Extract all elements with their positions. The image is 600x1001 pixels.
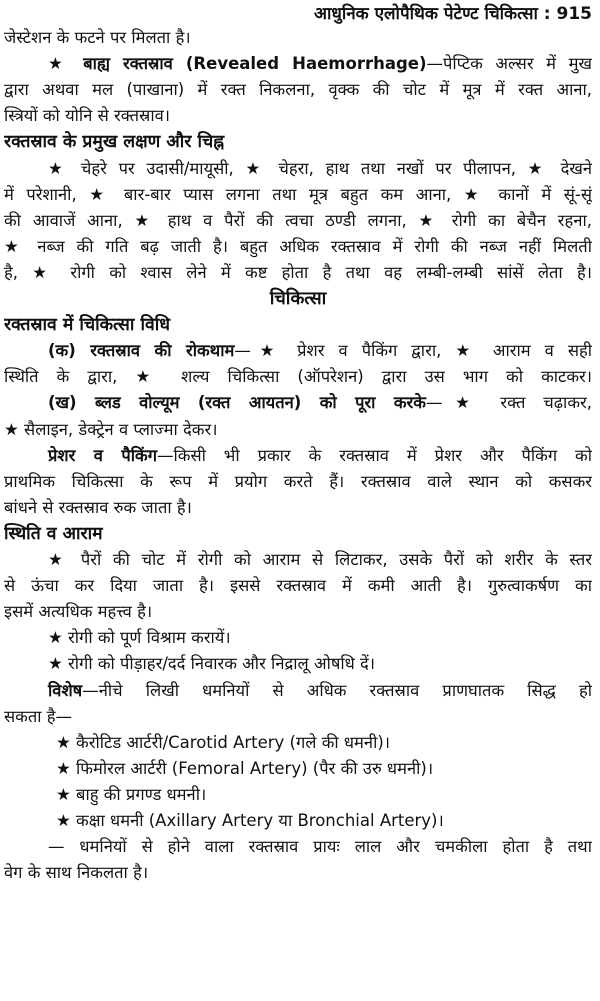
text-line	[4, 757, 592, 781]
line-text: है, ★ रोगी को श्वास लेने में कष्ट होता है तथा वह लम्बी-लम्बी सांसें लेता है।	[4, 262, 592, 282]
line-text: द्वारा अथवा मल (पाखाना) में रक्त निकलना, वृक्क की चोट में मूत्र में रक्त आना,	[4, 80, 592, 100]
text-line	[4, 574, 592, 598]
text-line	[4, 104, 592, 128]
bold-term: (क) रक्तस्राव की रोकथाम	[48, 341, 235, 361]
line-text: की आवाजें आना, ★ हाथ व पैरों की त्वचा ठण्डी लगना, ★ रोगी का बेचैन रहना,	[4, 210, 592, 230]
line-text: से ऊंचा कर दिया जाता है। इससे रक्तस्राव में कमी आती है। गुरुत्वाकर्षण का	[4, 576, 592, 596]
text-line	[4, 261, 592, 285]
line-text: सकता है—	[4, 706, 73, 726]
line-text: —नीचे लिखी धमनियों से अधिक रक्तस्राव प्राणघातक सिद्ध हो	[82, 680, 592, 700]
section-heading	[4, 522, 592, 546]
text-line	[4, 861, 592, 885]
text-line	[4, 209, 592, 233]
text-line	[4, 705, 592, 729]
line-text: जेस्टेशन के फटने पर मिलता है।	[4, 28, 191, 47]
line-text: ★ चेहरे पर उदासी/मायूसी, ★ चेहरा, हाथ तथा नखों पर पीलापन, ★ देखने	[48, 158, 592, 178]
line-text: — धमनियों से होने वाला रक्तस्राव प्रायः लाल और चमकीला होता है तथा	[48, 837, 592, 857]
line-text: बांधने से रक्तस्राव रुक जाता है।	[4, 497, 192, 517]
section-heading	[4, 313, 592, 337]
bold-term: प्रेशर व पैकिंग	[48, 445, 157, 465]
chapter-heading	[4, 287, 592, 311]
line-text: ★ सैलाइन, डेक्ट्रेन व प्लाज्मा देकर।	[4, 419, 218, 439]
text-line	[4, 183, 592, 207]
text-line	[4, 835, 592, 859]
text-line	[4, 809, 592, 833]
line-text: स्त्रियों को योनि से रक्तस्राव।	[4, 106, 171, 126]
line-text: प्राथमिक चिकित्सा के रूप में प्रयोग करते हैं। रक्तस्राव वाले स्थान को कसकर	[4, 471, 592, 491]
text-line	[4, 783, 592, 807]
text-line	[4, 496, 592, 520]
text-line	[4, 52, 592, 76]
text-line	[4, 626, 592, 650]
text-line	[4, 679, 592, 703]
line-text: ★ कक्षा धमनी (Axillary Artery या Bronchial Artery)।	[56, 811, 444, 830]
line-text: ★ रोगी को पीड़ाहर/दर्द निवारक और निद्रालू ओषधि दें।	[48, 654, 376, 674]
bold-term: ★ बाह्य रक्तस्राव (Revealed Haemorrhage)	[48, 54, 427, 74]
line-text: में परेशानी, ★ बार-बार प्यास लगना तथा मूत्र बहुत कम आना, ★ कानों में सूं-सूं	[4, 184, 592, 204]
text-line	[4, 78, 592, 102]
bold-term: (ख) ब्लड वोल्यूम (रक्त आयतन) को पूरा करके	[48, 393, 426, 413]
text-line	[4, 470, 592, 494]
line-text: —किसी भी प्रकार के रक्तस्राव में प्रेशर और पैकिंग को	[157, 445, 592, 465]
text-line	[4, 365, 592, 389]
bold-term: स्थिति व आराम	[4, 523, 103, 544]
text-line	[4, 548, 592, 572]
line-text: इसमें अत्यधिक महत्त्व है।	[4, 602, 153, 622]
line-text: ★ फिमोरल आर्टरी (Femoral Artery) (पैर की उरु धमनी)।	[56, 758, 434, 778]
line-text: ★ रोगी को पूर्ण विश्राम करायें।	[48, 628, 231, 648]
line-text: —★ रक्त चढ़ाकर,	[425, 393, 592, 413]
bold-term: रक्तस्राव के प्रमुख लक्षण और चिह्न	[4, 132, 225, 153]
bold-term: चिकित्सा	[269, 288, 327, 309]
running-header: आधुनिक एलोपैथिक पेटेण्ट चिकित्सा : 915	[313, 4, 592, 24]
text-line	[4, 157, 592, 181]
line-text: —★ प्रेशर व पैकिंग द्वारा, ★ आराम व सही	[234, 341, 592, 361]
text-line	[4, 731, 592, 755]
section-heading	[4, 130, 592, 154]
text-line	[4, 235, 592, 259]
bold-term: विशेष	[48, 680, 83, 700]
line-text: —पेप्टिक अल्सर में मुख	[426, 54, 592, 74]
line-text: स्थिति के द्वारा, ★ शल्य चिकित्सा (ऑपरेशन) द्वारा उस भाग को काटकर।	[4, 367, 592, 387]
text-line	[4, 26, 592, 50]
line-text: ★ नब्ज की गति बढ़ जाती है। बहुत अधिक रक्तस्राव में रोगी की नब्ज नहीं मिलती	[4, 236, 592, 256]
text-line	[4, 652, 592, 676]
text-line	[4, 600, 592, 624]
line-text: ★ पैरों की चोट में रोगी को आराम से लिटाकर, उसके पैरों को शरीर के स्तर	[48, 550, 592, 569]
text-line	[4, 391, 592, 415]
line-text: ★ बाहु की प्रगण्ड धमनी।	[56, 784, 207, 804]
line-text: वेग के साथ निकलता है।	[4, 863, 149, 883]
line-text: ★ कैरोटिड आर्टरी/Carotid Artery (गले की धमनी)।	[56, 732, 391, 752]
bold-term: रक्तस्राव में चिकित्सा विधि	[4, 315, 171, 336]
text-line	[4, 444, 592, 468]
text-line	[4, 339, 592, 363]
text-line	[4, 418, 592, 442]
